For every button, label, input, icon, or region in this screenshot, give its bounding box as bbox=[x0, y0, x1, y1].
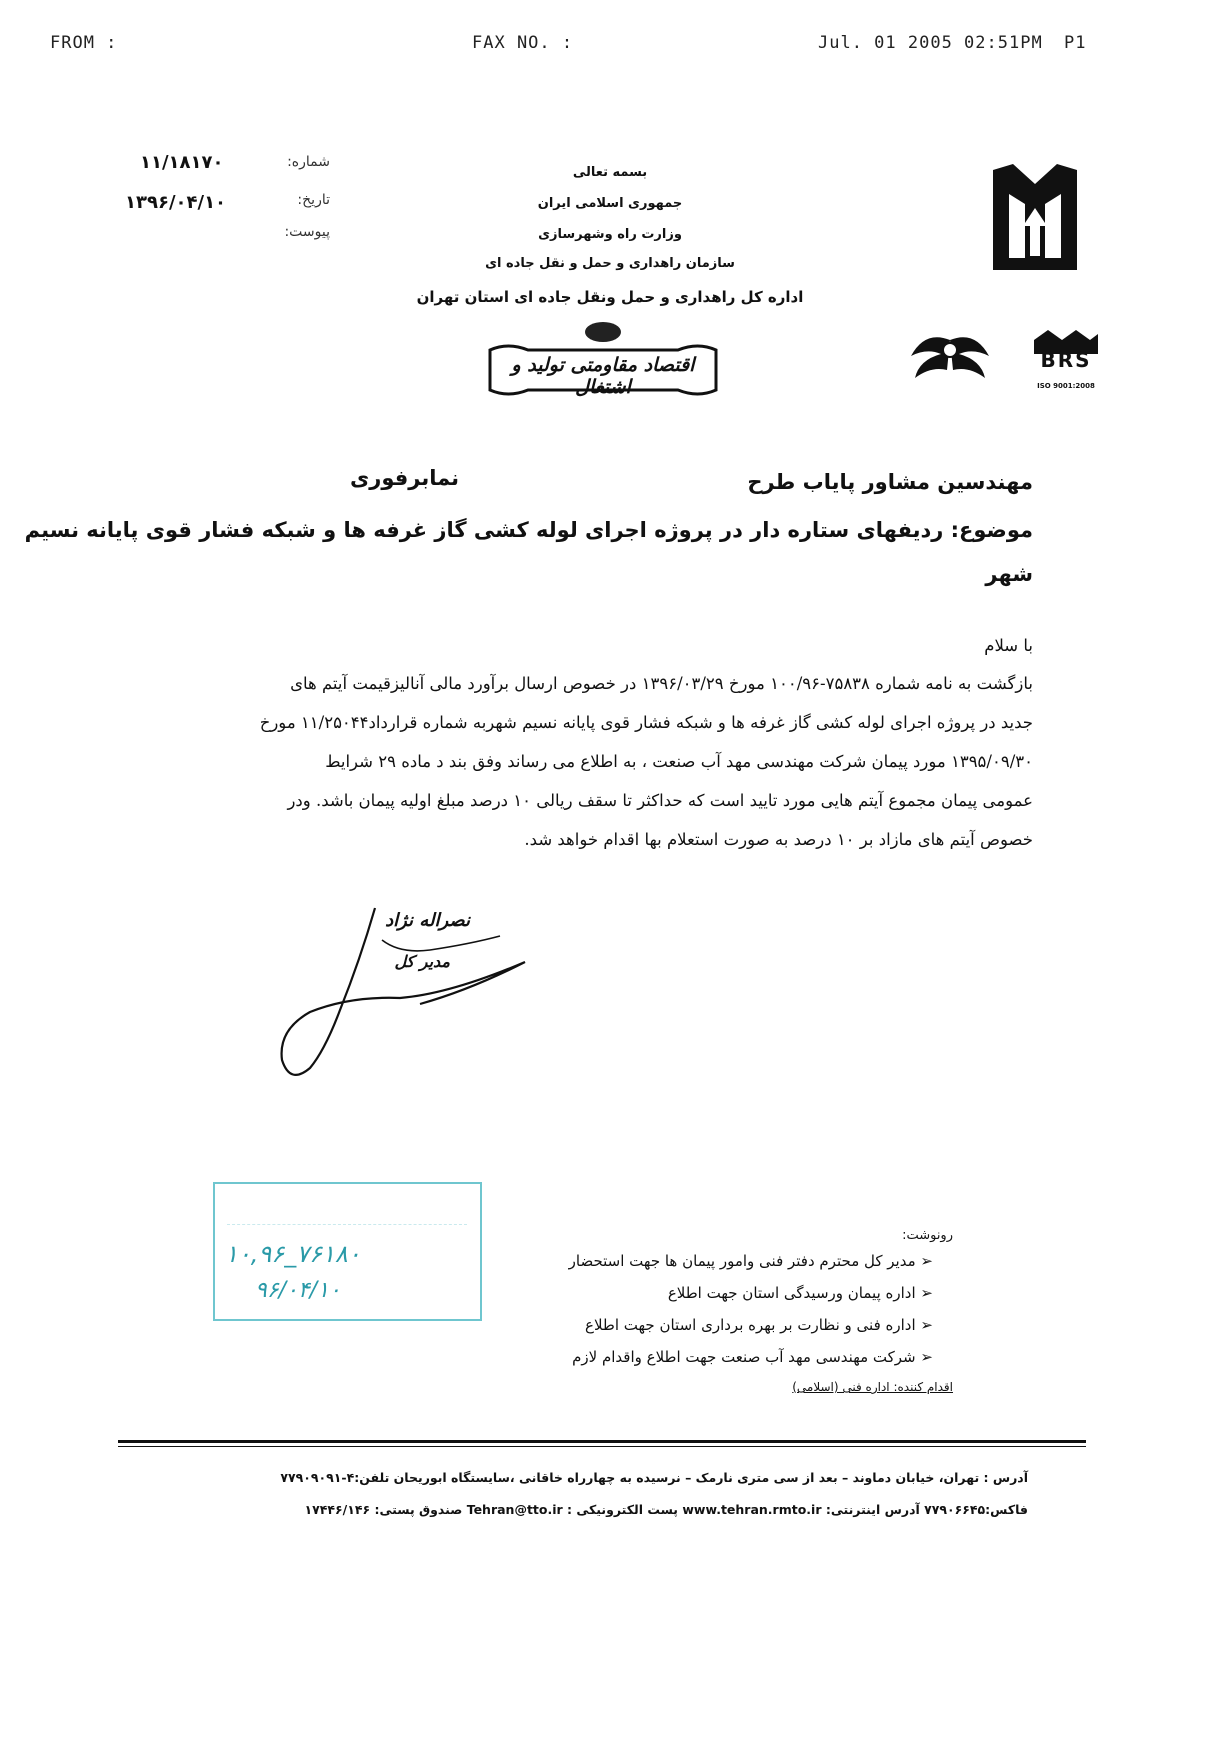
cc-arrow-icon: ➢ bbox=[920, 1284, 933, 1302]
fax-number: FAX NO. : bbox=[472, 33, 574, 53]
letter-body bbox=[193, 664, 1033, 859]
stamp-date: ۹۶/۰۴/۱۰ bbox=[255, 1278, 341, 1303]
body-line-2: جدید در پروژه اجرای لوله کشی گاز غرفه ها و شبکه فشار قوی پایانه نسیم شهربه شماره قرارداد۱۱/۲۵۰۴۴ مورخ bbox=[259, 713, 1033, 732]
cc-item: ➢ اداره فنی و نظارت بر بهره برداری استان جهت اطلاع bbox=[585, 1316, 933, 1334]
letterhead-ministry: وزارت راه وشهرسازی bbox=[538, 227, 682, 242]
letterhead-organization: سازمان راهداری و حمل و نقل جاده ای bbox=[485, 256, 735, 271]
letter-number-value: ۱۱/۱۸۱۷۰ bbox=[140, 152, 224, 173]
letter-date-label: تاریخ: bbox=[297, 192, 330, 208]
cc-list bbox=[373, 1252, 933, 1380]
cc-arrow-icon: ➢ bbox=[920, 1252, 933, 1270]
footer-divider-thin bbox=[118, 1446, 1086, 1447]
cc-label: رونوشت: bbox=[902, 1228, 953, 1243]
letter-attachment-label: پیوست: bbox=[284, 224, 330, 240]
fax-datetime: Jul. 01 2005 02:51PM bbox=[818, 33, 1043, 53]
certification-logo bbox=[1030, 326, 1102, 398]
body-line-1: بازگشت به نامه شماره ۷۵۸۳۸-۱۰۰/۹۶ مورخ ۱۳۹۶/۰۳/۲۹ در خصوص ارسال برآورد مالی آنالیزقیمت آیتم های bbox=[290, 674, 1033, 693]
footer-divider-thick bbox=[118, 1440, 1086, 1443]
footer-address: آدرس : تهران، خیابان دماوند – بعد از سی متری نارمک – نرسیده به چهارراه خاقانی ،سایستگاه ابوریحان تلفن:۴-۷۷۹۰۹۰۹۱ bbox=[280, 1470, 1028, 1485]
letterhead-basmala: بسمه تعالی bbox=[572, 165, 648, 180]
stamp-number: ۱۰,۹۶_۷۶۱۸۰ bbox=[225, 1240, 361, 1268]
cc-item: ➢ اداره پیمان ورسیدگی استان جهت اطلاع bbox=[667, 1284, 933, 1302]
body-line-5: خصوص آیتم های مازاد بر ۱۰ درصد به صورت استعلام بها اقدام خواهد شد. bbox=[524, 830, 1033, 849]
cc-item: ➢ شرکت مهندسی مهد آب صنعت جهت اطلاع واقدام لازم bbox=[572, 1348, 933, 1366]
fax-page: P1 bbox=[1064, 33, 1087, 53]
stamp-faint-header bbox=[227, 1194, 467, 1225]
certification-logo-sub: ISO 9001:2008 bbox=[1037, 382, 1095, 390]
letterhead-department: اداره کل راهداری و حمل ونقل جاده ای استان تهران bbox=[416, 288, 804, 306]
slogan-emblem bbox=[478, 320, 728, 400]
subject-line-1: موضوع: ردیفهای ستاره دار در پروژه اجرای لوله کشی گاز غرفه ها و شبکه فشار قوی پایانه نسیم bbox=[24, 518, 1033, 542]
letterhead-country: جمهوری اسلامی ایران bbox=[537, 196, 683, 211]
cc-arrow-icon: ➢ bbox=[920, 1348, 933, 1366]
greeting: با سلام bbox=[984, 636, 1033, 655]
subject-line-2: شهر bbox=[985, 562, 1033, 586]
fax-from: FROM : bbox=[50, 33, 118, 53]
signatory-name: نصراله نژاد bbox=[385, 910, 470, 931]
body-line-3: ۱۳۹۵/۰۹/۳۰ مورد پیمان شرکت مهندسی مهد آب صنعت ، به اطلاع می رساند وفق بند د ماده ۲۹ شرایط bbox=[325, 752, 1033, 771]
slogan-text: اقتصاد مقاومتی تولید و اشتغال bbox=[511, 354, 695, 398]
body-line-4: عمومی پیمان مجموع آیتم هایی مورد تایید است که حداکثر تا سقف ریالی ۱۰ درصد مبلغ اولیه پیمان باشد. ودر bbox=[287, 791, 1033, 810]
wing-emblem-icon bbox=[905, 330, 995, 390]
footer-contact: فاکس:۷۷۹۰۶۶۴۵ آدرس اینترنتی: www.tehran.rmto.ir پست الکترونیکی : Tehran@tto.ir صندوق پستی: ۱۷۴۴۶/۱۴۶ bbox=[304, 1502, 1028, 1517]
cc-item: ➢ مدیر کل محترم دفتر فنی وامور پیمان ها جهت استحضار bbox=[568, 1252, 933, 1270]
letter-meta bbox=[120, 148, 330, 248]
letter-number-label: شماره: bbox=[287, 154, 330, 170]
urgent-fax-label: نمابرفوری bbox=[350, 466, 460, 490]
signature-block bbox=[270, 900, 550, 1090]
signatory-title: مدیر کل bbox=[394, 952, 450, 971]
certification-logo-text: BRS bbox=[1040, 348, 1092, 372]
action-by: اقدام کننده: اداره فنی (اسلامی) bbox=[792, 1380, 953, 1394]
recipient: مهندسین مشاور پایاب طرح bbox=[747, 470, 1033, 494]
cc-arrow-icon: ➢ bbox=[920, 1316, 933, 1334]
ministry-logo-icon bbox=[985, 160, 1085, 282]
letter-date-value: ۱۳۹۶/۰۴/۱۰ bbox=[125, 192, 227, 213]
